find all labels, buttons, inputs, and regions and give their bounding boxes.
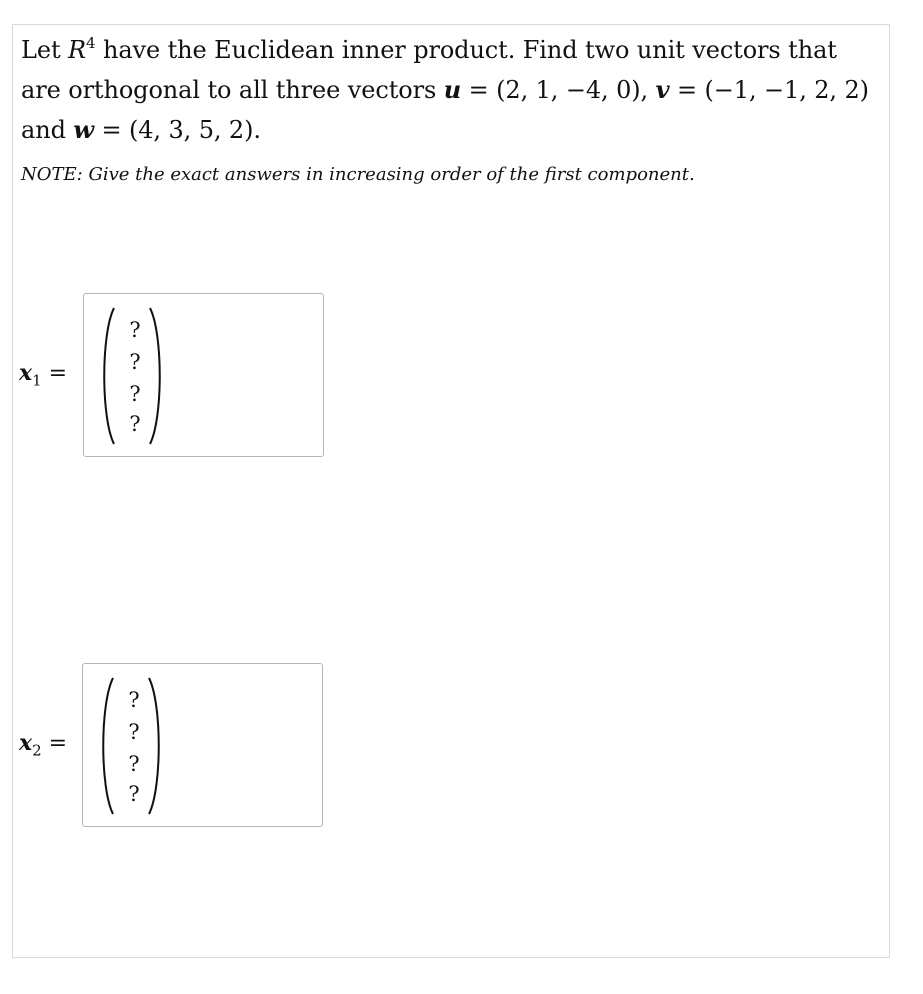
answer-note: NOTE: Give the exact answers in increasing order of the first component. [21, 164, 695, 185]
question-text-segment: are orthogonal to all three vectors [21, 76, 444, 104]
space-symbol: R [68, 36, 86, 64]
left-paren-icon [99, 304, 117, 448]
answer-2-label [19, 730, 67, 763]
vector-u-value: = (2, 1, −4, 0), [461, 76, 656, 104]
right-paren-icon [147, 304, 165, 448]
space-dimension: 4 [86, 34, 96, 52]
answer-1-subscript: 1 [32, 371, 42, 390]
answer-1-entry-4[interactable]: ? [129, 412, 141, 436]
answer-1-label [19, 360, 67, 393]
equals-sign: = [41, 361, 68, 386]
vector-v-symbol: v [655, 75, 670, 104]
answer-1-input-box[interactable] [83, 293, 324, 457]
answer-2-input-box[interactable] [82, 663, 323, 827]
answer-2-variable: x [19, 730, 33, 756]
question-line-2 [21, 70, 873, 110]
answer-1-entry-1[interactable]: ? [129, 318, 141, 342]
answer-2-subscript: 2 [32, 741, 42, 760]
question-card [12, 24, 890, 958]
answer-2-entry-3[interactable]: ? [128, 752, 140, 776]
answer-1-variable: x [19, 360, 33, 386]
equals-sign: = [41, 731, 68, 756]
left-paren-icon [98, 674, 116, 818]
vector-u-symbol: u [443, 75, 462, 104]
vector-w-value: = (4, 3, 5, 2). [93, 116, 261, 144]
answer-1-vector-matrix[interactable] [95, 304, 175, 448]
question-line-1 [21, 31, 873, 70]
answer-2-entry-2[interactable]: ? [128, 720, 140, 744]
answer-2-entry-4[interactable]: ? [128, 782, 140, 806]
answer-1-entry-2[interactable]: ? [129, 350, 141, 374]
answer-2-vector-matrix[interactable] [94, 674, 174, 818]
vector-w-symbol: w [73, 115, 94, 144]
question-text-segment: Let [21, 36, 69, 64]
answer-2-entry-1[interactable]: ? [128, 688, 140, 712]
question-text [21, 31, 873, 150]
question-text-segment: have the Euclidean inner product. Find two unit vectors that [95, 36, 837, 64]
question-line-3 [21, 110, 873, 150]
right-paren-icon [146, 674, 164, 818]
vector-v-value: = (−1, −1, 2, 2) [669, 76, 869, 104]
question-text-segment: and [21, 116, 74, 144]
answer-1-entry-3[interactable]: ? [129, 382, 141, 406]
